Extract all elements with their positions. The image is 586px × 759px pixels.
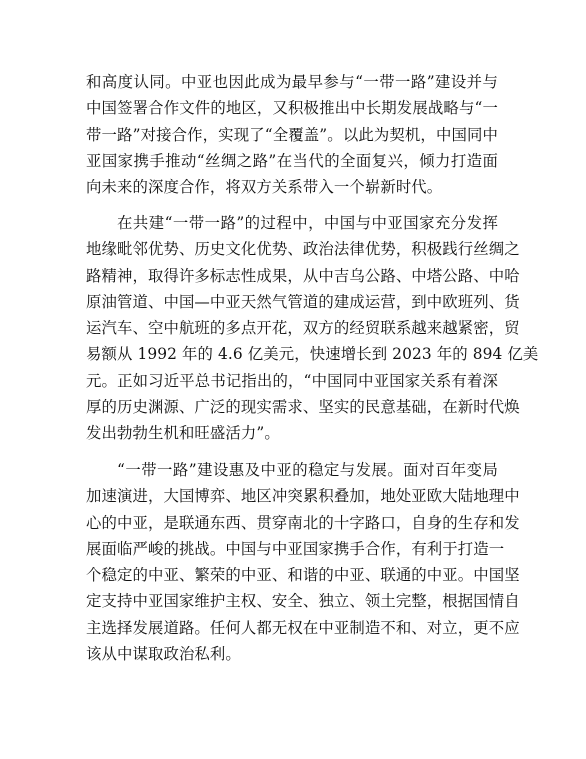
paragraph-line: 定支持中亚国家维护主权、安全、独立、领土完整，根据国情自 <box>86 592 520 611</box>
paragraph-line: “一带一路”建设惠及中亚的稳定与发展。面对百年变局 <box>117 461 498 479</box>
paragraph-line: 主选择发展道路。任何人都无权在中亚制造不和、对立，更不应 <box>86 618 520 637</box>
paragraph-line: 运汽车、空中航班的多点开花，双方的经贸联系越来越紧密，贸 <box>86 319 520 338</box>
paragraph-line: 发出勃勃生机和旺盛活力”。 <box>86 424 280 443</box>
paragraph-line: 中国签署合作文件的地区，又积极推出中长期发展战略与“一 <box>86 99 498 118</box>
paragraph-line: 个稳定的中亚、繁荣的中亚、和谐的中亚、联通的中亚。中国坚 <box>86 566 520 585</box>
paragraph-line: 和高度认同。中亚也因此成为最早参与“一带一路”建设并与 <box>86 73 498 91</box>
paragraph-line: 在共建“一带一路”的过程中，中国与中亚国家充分发挥 <box>117 214 498 232</box>
paragraph-line: 亚国家携手推动“丝绸之路”在当代的全面复兴，倾力打造面 <box>86 151 498 170</box>
paragraph-1 <box>86 69 498 200</box>
paragraph-line: 向未来的深度合作，将双方关系带入一个崭新时代。 <box>86 178 443 197</box>
paragraph-line: 心的中亚，是联通东西、贯穿南北的十字路口，自身的生存和发 <box>86 513 520 532</box>
paragraph-line: 路精神，取得许多标志性成果，从中吉乌公路、中塔公路、中哈 <box>86 266 520 285</box>
paragraph-line: 地缘毗邻优势、历史文化优势、政治法律优势，积极践行丝绸之 <box>86 240 520 259</box>
paragraph-2 <box>86 210 539 447</box>
paragraph-line: 易额从 1992 年的 4.6 亿美元，快速增长到 2023 年的 894 亿美 <box>86 345 539 364</box>
paragraph-3 <box>86 457 520 667</box>
paragraph-line: 原油管道、中国—中亚天然气管道的建成运营，到中欧班列、货 <box>86 292 520 311</box>
paragraph-line: 加速演进，大国博弈、地区冲突累积叠加，地处亚欧大陆地理中 <box>86 487 520 506</box>
paragraph-line: 带一路”对接合作，实现了“全覆盖”。以此为契机，中国同中 <box>86 125 498 144</box>
paragraph-line: 展面临严峻的挑战。中国与中亚国家携手合作，有利于打造一 <box>86 539 505 558</box>
paragraph-line: 该从中谋取政治私利。 <box>86 645 241 664</box>
paragraph-line: 厚的历史渊源、广泛的现实需求、坚实的民意基础，在新时代焕 <box>86 398 520 417</box>
paragraph-line: 元。正如习近平总书记指出的，“中国同中亚国家关系有着深 <box>86 371 498 390</box>
